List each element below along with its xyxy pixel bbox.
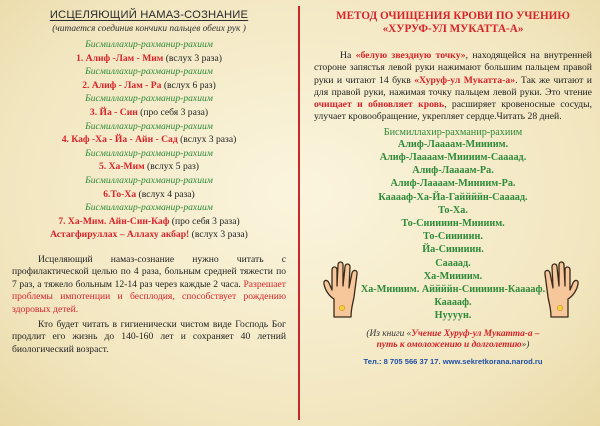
bismillah-line	[10, 174, 288, 188]
letters-line: Кааааф.	[434, 297, 472, 309]
prayer-item-note: (вслух 3 раза)	[177, 134, 237, 146]
letters-line: То-Ха.	[438, 204, 468, 216]
left-title: ИСЦЕЛЯЮЩИЙ НАМАЗ-СОЗНАНИЕ	[49, 9, 249, 21]
letters-line: Ха-Миииим. Аййййн-Сииииин-Кааааф.	[360, 284, 546, 296]
prayer-item-name: 7. Ха-Мим. Айн-Син-Каф	[58, 215, 170, 227]
right-paragraph	[312, 50, 594, 124]
letters-line: То-Сииииин.	[423, 231, 483, 243]
prayer-item-note: (вслух 3 раза)	[189, 229, 248, 241]
rp-4: , расширяет кровеносные сосуды, улучает кровообращение, укрепляет сердце.Читать 28 дней.	[314, 99, 593, 123]
prayer-item	[10, 188, 288, 202]
bismillah-text: Бисмиллахир-рахманир-рахиим	[85, 147, 213, 159]
prayer-item	[10, 106, 288, 120]
right-title-line-2: «ХУРУФ-УЛ МУКАТТА-А»	[382, 23, 524, 35]
letters-line: Алиф-Лаааам-Миииим.	[397, 138, 509, 150]
bismillah-line	[10, 38, 288, 52]
prayer-item-note: (вслух 3 раза)	[163, 52, 222, 64]
letters-line: Ха-Миииим.	[423, 270, 483, 282]
prayer-item-note: (про себя 3 раза)	[137, 106, 209, 118]
prayer-list	[10, 38, 288, 242]
prayer-item	[10, 228, 288, 242]
letters-line: Алиф-Лаааам-Миииим-Ра.	[390, 178, 516, 190]
prayer-item-name: 5. Ха-Мим	[99, 161, 145, 173]
contact-line: Тел.: 8 705 566 37 17. www.sekretkorana.narod.ru	[363, 357, 543, 367]
letters-line: Саааад.	[435, 257, 471, 269]
left-paragraph-2	[10, 319, 288, 356]
rp-2: , находящейся на внутренней стороне запястья левой руки нажимают большим пальцем правой руки и читают 14 букв	[314, 50, 592, 86]
right-column	[312, 0, 594, 426]
prayer-item-name: 1. Алиф -Лам - Мим	[76, 52, 164, 64]
rp-highlight-3: очищает и обновляет кровь	[314, 99, 445, 111]
prayer-item-note: (вслух 5 раз)	[144, 161, 199, 173]
bismillah-text: Бисмиллахир-рахманир-рахиим	[85, 120, 213, 132]
prayer-item	[10, 79, 288, 93]
para1-highlight: Разрешает проблемы импотенции и бесплодия, способствует рождению здоровых детей.	[12, 278, 286, 315]
right-bismillah: Бисмиллахир-рахманир-рахиим	[383, 126, 523, 138]
quote-book-subtitle: путь к омоложению и долголетию	[376, 340, 522, 351]
prayer-item-name: 2. Алиф - Лам - Ра	[82, 79, 162, 91]
prayer-item-note: (про себя 3 раза)	[169, 215, 240, 227]
column-divider	[298, 6, 300, 420]
left-hand-icon	[320, 259, 372, 319]
letters-line: То-Сииииин-Миииим.	[401, 218, 505, 229]
prayer-item	[10, 215, 288, 229]
quote-book-title: Учение Хуруф-ул Мукатта-а –	[411, 328, 540, 339]
rp-1: На	[340, 50, 356, 61]
quote-open: (Из книги «	[366, 328, 412, 339]
prayer-item-name: Астагфируллах – Аллаху акбар!	[50, 229, 190, 241]
prayer-item-name: 3. Йа - Син	[89, 106, 138, 118]
prayer-item	[10, 160, 288, 174]
para2-text: Кто будет читать в гигиенически чистом виде Господь Бог продлит его жизнь до 140-160 лет и сохраняет 40 летний биологический возраст.	[12, 318, 286, 355]
bismillah-line	[10, 65, 288, 79]
left-subtitle: (читается соединив кончики пальцев обеих рук )	[52, 24, 246, 34]
letters-line: Йа-Сииииин.	[422, 244, 484, 256]
rp-highlight-2: «Хуруф-ул Мукатта-а»	[414, 74, 516, 86]
bismillah-line	[10, 201, 288, 215]
bismillah-text: Бисмиллахир-рахманир-рахиим	[85, 202, 213, 214]
bismillah-text: Бисмиллахир-рахманир-рахиим	[85, 93, 213, 105]
bismillah-line	[10, 147, 288, 161]
para1-text: Исцеляющий намаз-сознание нужно читать с профилактической целью по 4 раза, больным средней тяжести по 7 раз, а тяжело больным 12-14 раз через каждые 2 часа.	[12, 253, 286, 290]
letters-line: Алиф-Лаааам-Миииим-Саааад.	[379, 151, 527, 163]
bismillah-line	[10, 92, 288, 106]
letters-line: Алиф-Лаааам-Ра.	[412, 165, 494, 177]
prayer-item-note: (вслух 4 раза)	[136, 188, 195, 200]
right-title	[312, 10, 594, 36]
prayer-item	[10, 52, 288, 66]
bismillah-text: Бисмиллахир-рахманир-рахиим	[85, 174, 213, 186]
bismillah-text: Бисмиллахир-рахманир-рахиим	[85, 66, 213, 78]
left-paragraph-1	[10, 254, 288, 316]
bismillah-text: Бисмиллахир-рахманир-рахиим	[85, 39, 213, 50]
prayer-item-name: 6.То-Ха	[103, 188, 137, 200]
letters-line: Кааааф-Ха-Йа-Гаййййн-Саааад.	[378, 191, 528, 203]
hands-illustration	[312, 259, 594, 319]
prayer-item-note: (вслух 6 раз)	[161, 79, 216, 91]
right-hand-icon	[530, 259, 582, 319]
prayer-item-name: 4. Каф -Ха - Йа - Айн - Сад	[61, 134, 178, 146]
book-quote	[312, 329, 594, 352]
rp-highlight-1: «белую звездную точку»	[355, 50, 466, 61]
letters-line: Нуууун.	[434, 310, 472, 322]
right-title-line-1: МЕТОД ОЧИЩЕНИЯ КРОВИ ПО УЧЕНИЮ	[336, 10, 570, 22]
bismillah-line	[10, 120, 288, 134]
rp-3: . Так же читают и для правой руки, нажимая точку пальцем левой руки. Это чтение	[314, 74, 592, 98]
quote-close: »)	[521, 340, 530, 351]
left-column	[10, 0, 288, 426]
prayer-item	[10, 133, 288, 147]
